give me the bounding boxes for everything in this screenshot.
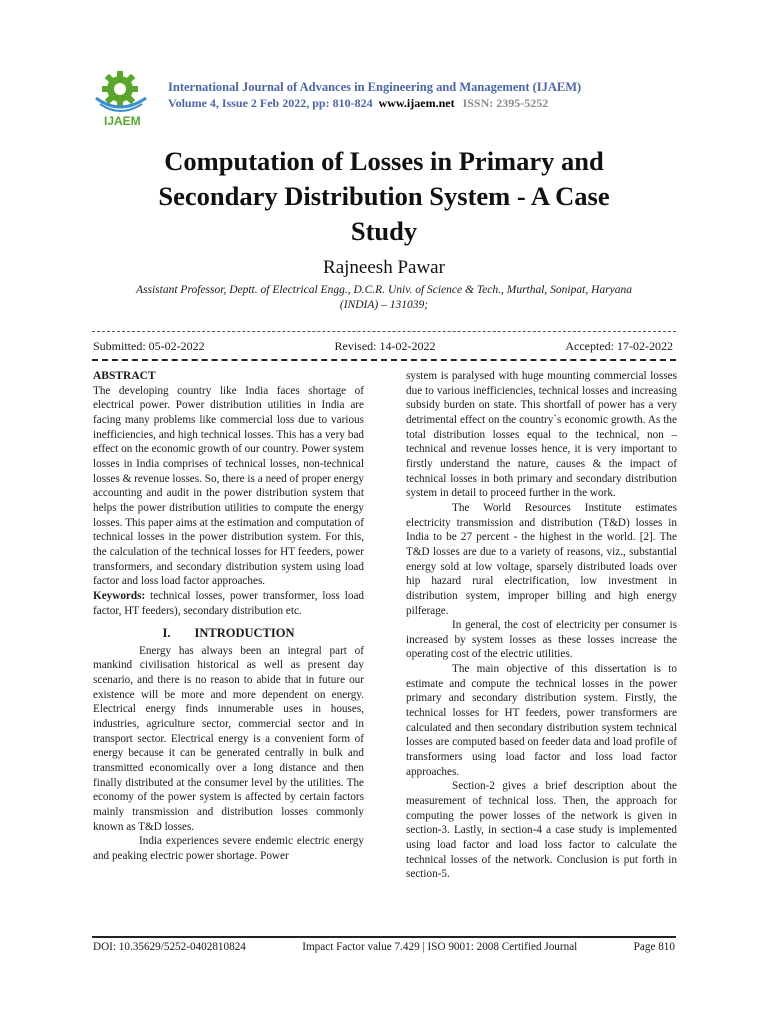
submitted-date: Submitted: 05-02-2022 [93, 339, 205, 353]
keywords [93, 589, 364, 618]
title-line: Secondary Distribution System - A Case [158, 181, 610, 211]
intro-paragraph: In general, the cost of electricity per consumer is increased by system losses as these losses increase the operating cost of the electric utilities. [406, 619, 677, 661]
intro-paragraph: The main objective of this dissertation is to estimate and compute the technical losses in the power primary and secondary distribution system. Firstly, the technical losses for HT feeders, power transformers are calculated and then secondary distribution system technical losses are computed based on feeder data and load profile of transformers using load factor and loss load factor approaches. [406, 663, 677, 778]
submission-dates [93, 339, 673, 354]
section-number: I. [162, 626, 171, 641]
intro-paragraph: system is paralysed with huge mounting commercial losses due to various inefficiencies, technical losses and increasing subsidy burden on state. This shortfall of power has a very detrimental effect on the country`s economic growth. As the total distribution losses equal to the technical, non –technical and revenue losses hence, it is very important to firstly understand the nature, causes & the impact of technical losses in both primary and secondary distribution system in detail to proceed further in the work. [406, 370, 677, 500]
affiliation-line: (INDIA) – 131039; [339, 299, 429, 311]
dashed-divider [92, 331, 676, 332]
dashed-divider [92, 359, 676, 361]
left-column [93, 369, 364, 864]
journal-website-link[interactable]: www.ijaem.net [378, 96, 455, 110]
author-name: Rajneesh Pawar [323, 257, 445, 278]
intro-paragraph: Energy has always been an integral part of mankind civilisation historical as well as present day scenario, and there is no reason to abide that in future our existence will be more and more dependent on energy. Electrical energy finds innumerable uses in houses, industries, agriculture sector, commercial sector and in transport sector. Electrical energy is a convenient form of energy because it can be generated centrally in bulk and transmitted economically over a long distance and then finally distributed at the consumer level by the utilities. The economy of the power system is affected by certain factors mainly transmission and distribution losses commonly known as T&D losses. [93, 644, 364, 833]
revised-date: Revised: 14-02-2022 [334, 339, 436, 353]
accepted-date: Accepted: 17-02-2022 [565, 339, 673, 353]
right-column [406, 369, 677, 882]
abstract-heading: ABSTRACT [93, 370, 156, 382]
section-title: INTRODUCTION [194, 626, 295, 641]
section-heading-introduction [93, 626, 364, 641]
keywords-label: Keywords: [93, 589, 146, 602]
issn: ISSN: 2395-5252 [462, 96, 549, 110]
volume-info: Volume 4, Issue 2 Feb 2022, pp: 810-824 [168, 96, 373, 110]
keywords-text: technical losses, power transformer, loss load factor, HT feeders), secondary distribution etc. [93, 589, 364, 617]
impact-factor: Impact Factor value 7.429 | ISO 9001: 2008 Certified Journal [302, 941, 578, 953]
ijaem-logo-icon [90, 68, 160, 128]
author-affiliation [92, 283, 676, 313]
abstract-text: The developing country like India faces shortage of electrical power. Power distribution utilities in India are facing many problems like commercial loss due to various inefficiencies, and high technical losses. This has a very bad effect on the economic growth of our country. Power system losses in India comprises of technical losses, non-technical losses & revenue losses. So, there is a need of proper energy accounting and audit in the power distribution system that helps the power distribution utilities to compute the energy losses. This paper aims at the estimation and computation of technical losses in the power distribution system. For this, the calculation of the technical losses for HT feeders, power transformers, and secondary distribution system using load factor and loss load factor approaches. [93, 384, 364, 588]
paper-title [60, 144, 708, 249]
intro-paragraph: The World Resources Institute estimates electricity transmission and distribution (T&D) losses in India to be 27 percent - the highest in the world. [2]. The T&D losses are due to a variety of reasons, viz., substantial energy sold at low voltage, sparsely distributed loads over hip hazard rural electrification, low investment in distribution system, improper billing and high energy pilferage. [406, 501, 677, 617]
title-line: Computation of Losses in Primary and [164, 146, 604, 176]
journal-volume-line [168, 96, 548, 111]
title-line: Study [350, 216, 418, 246]
footer-divider [92, 936, 676, 938]
intro-paragraph: India experiences severe endemic electric energy and peaking electric power shortage. Power [93, 835, 364, 862]
page-footer [93, 941, 675, 953]
journal-name: International Journal of Advances in Engineering and Management (IJAEM) [168, 80, 582, 94]
svg-text:IJAEM: IJAEM [104, 114, 141, 128]
affiliation-line: Assistant Professor, Deptt. of Electrical Engg., D.C.R. Univ. of Science & Tech., Murthal, Sonipat, Haryana [136, 284, 632, 296]
intro-paragraph: Section-2 gives a brief description about the measurement of technical loss. Then, the approach for computing the power losses of the network is given in section-3. Lastly, in section-4 a case study is implemented using load factor and load loss factor to calculate the technical losses of the network. Conclusion is put forth in section-5. [406, 780, 677, 881]
doi[interactable]: DOI: 10.35629/5252-0402810824 [93, 941, 246, 953]
journal-header [90, 68, 690, 128]
page-number: Page 810 [633, 941, 675, 953]
